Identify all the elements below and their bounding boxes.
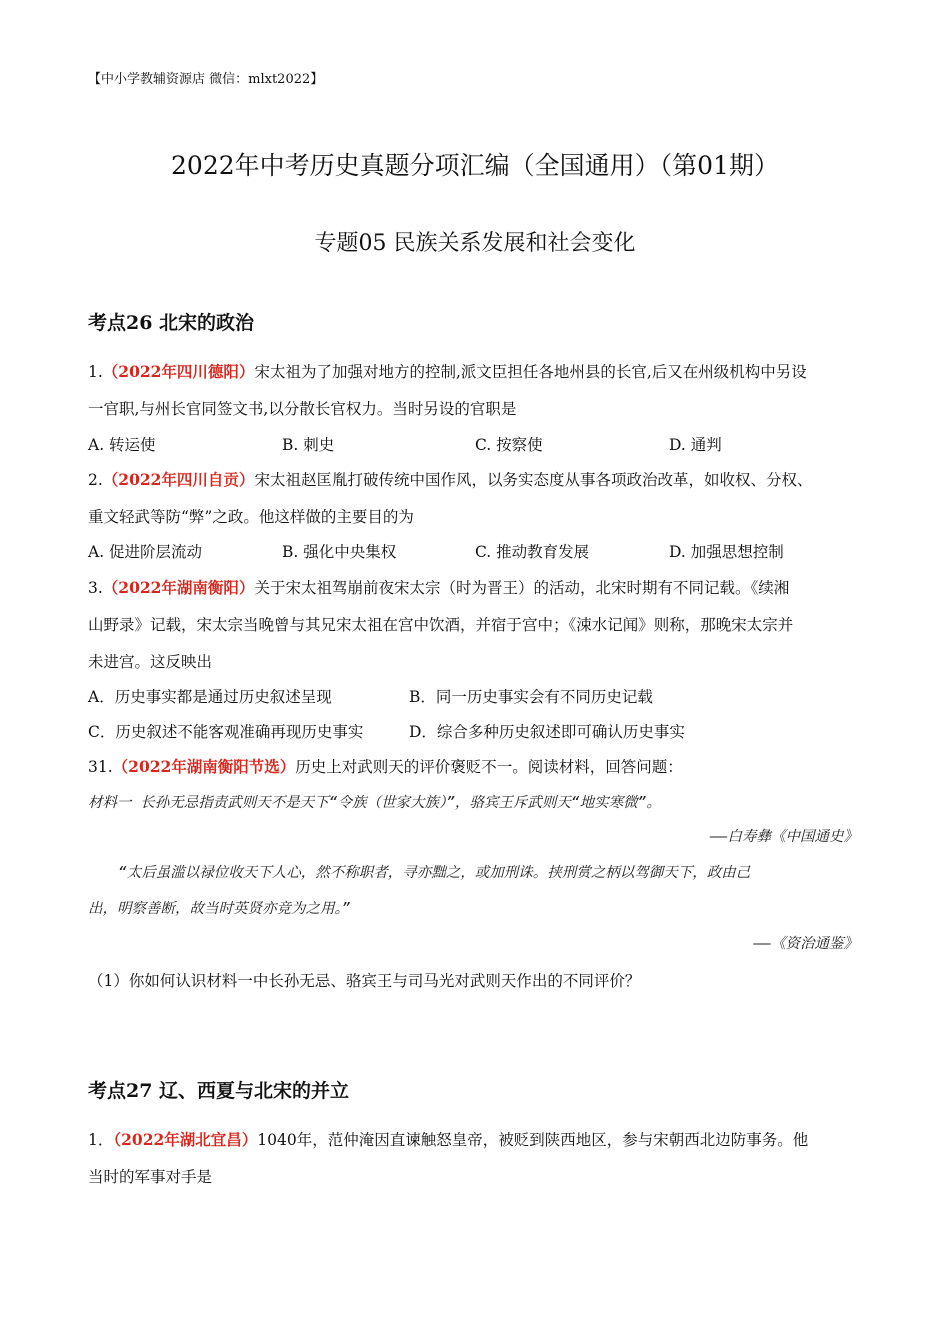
- q3-option-a: A．历史事实都是通过历史叙述呈现: [88, 688, 332, 706]
- section-heading-26: 考点26 北宋的政治: [88, 312, 255, 334]
- question-number: 2.: [88, 471, 103, 489]
- question-2-line1: [88, 468, 812, 490]
- question-3-line3: 未进宫。这反映出: [88, 653, 213, 671]
- document-title: 2022年中考历史真题分项汇编（全国通用）（第01期）: [171, 151, 779, 180]
- question-text: 宋太祖为了加强对地方的控制,派文臣担任各地州县的长官,后又在州级机构中另设: [254, 363, 807, 381]
- question-2-line2: 重文轻武等防“弊”之政。他这样做的主要目的为: [88, 508, 414, 526]
- sub-question-1: （1）你如何认识材料一中长孙无忌、骆宾王与司马光对武则天作出的不同评价？: [88, 972, 641, 990]
- question-text: 关于宋太祖驾崩前夜宋太宗（时为晋王）的活动，北宋时期有不同记载。《续湘: [254, 579, 790, 597]
- question-text: 1040年，范仲淹因直谏触怒皇帝，被贬到陕西地区，参与宋朝西北边防事务。他: [257, 1131, 809, 1149]
- question-source: （2022年四川德阳）: [102, 362, 255, 381]
- question-1-line1: [88, 360, 807, 382]
- material-2-line2: 出，明察善断，故当时英贤亦竞为之用。”: [88, 901, 351, 917]
- question-number: 1．: [88, 1131, 114, 1149]
- q1-option-a: A. 转运使: [88, 436, 156, 454]
- q3-option-c: C．历史叙述不能客观准确再现历史事实: [88, 723, 364, 741]
- question-3-line1: [88, 576, 789, 598]
- q1-option-b: B. 刺史: [282, 436, 335, 454]
- material-1: 材料一 长孙无忌指责武则天不是天下“令族（世家大族）”，骆宾王斥武则天“地实寒微”。: [88, 795, 661, 811]
- material-2-line1: “太后虽滥以禄位收天下人心，然不称职者，寻亦黜之，或加刑诛。挟刑赏之柄以驾御天下，政由己: [118, 865, 751, 881]
- question-3-line2: 山野录》记载，宋太宗当晚曾与其兄宋太祖在宫中饮酒，并宿于宫中；《涑水记闻》则称，那晚宋太宗并: [88, 616, 794, 634]
- question-text: 历史上对武则天的评价褒贬不一。阅读材料，回答问题：: [295, 758, 683, 776]
- question-source: （2022年四川自贡）: [102, 470, 255, 489]
- q1-option-c: C. 按察使: [475, 436, 543, 454]
- material-2-citation: ——《资治通鉴》: [753, 936, 858, 952]
- section27-question-1-line1: [88, 1128, 808, 1150]
- q1-option-d: D. 通判: [669, 436, 722, 454]
- q2-option-d: D. 加强思想控制: [669, 543, 784, 561]
- section27-question-1-line2: 当时的军事对手是: [88, 1168, 213, 1186]
- question-source: （2022年湖南衡阳节选）: [112, 757, 296, 776]
- question-text: 宋太祖赵匡胤打破传统中国作风，以务实态度从事各项政治改革，如收权、分权、: [254, 471, 813, 489]
- question-31-line1: [88, 755, 683, 777]
- document-subtitle: 专题05 民族关系发展和社会变化: [314, 231, 636, 256]
- section-heading-27: 考点27 辽、西夏与北宋的并立: [88, 1080, 350, 1102]
- material-1-citation: ——白寿彝《中国通史》: [710, 829, 858, 845]
- q2-option-a: A. 促进阶层流动: [88, 543, 203, 561]
- question-source: （2022年湖南衡阳）: [102, 578, 255, 597]
- header-note: 【中小学教辅资源店 微信：mlxt2022】: [88, 72, 324, 87]
- question-number: 31.: [88, 758, 113, 776]
- question-1-line2: 一官职,与州长官同签文书,以分散长官权力。当时另设的官职是: [88, 400, 517, 418]
- q3-option-d: D．综合多种历史叙述即可确认历史事实: [409, 723, 685, 741]
- q2-option-b: B. 强化中央集权: [282, 543, 397, 561]
- question-number: 1.: [88, 363, 103, 381]
- question-number: 3.: [88, 579, 103, 597]
- q3-option-b: B．同一历史事实会有不同历史记载: [409, 688, 653, 706]
- q2-option-c: C. 推动教育发展: [475, 543, 590, 561]
- question-source: （2022年湖北宜昌）: [113, 1130, 258, 1149]
